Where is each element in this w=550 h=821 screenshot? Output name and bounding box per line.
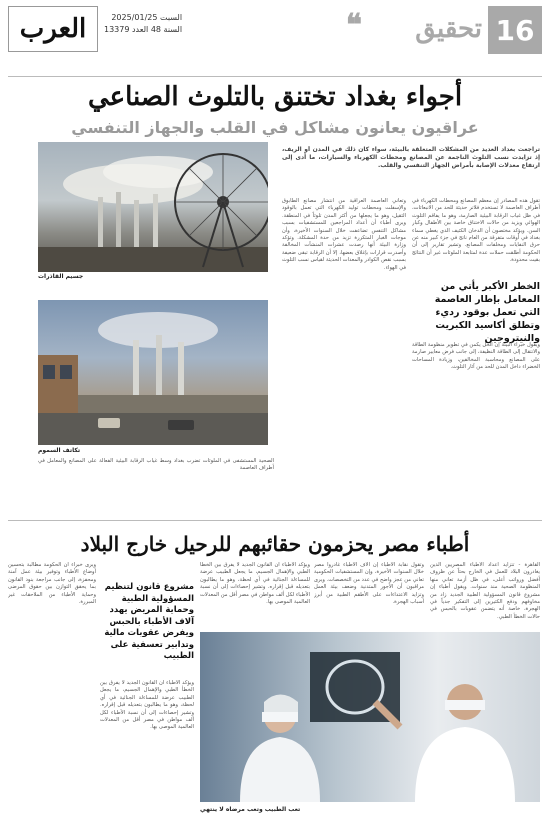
article1-pull-quote: الخطر الأكبر يأتي من المعامل بإطار العاصمة التي تعمل بوقود رديء وتطلق أكاسيد الكبريت والنيتروجين [434, 281, 540, 344]
issue-number: السنة 48 العدد 13379 [104, 25, 183, 34]
street-scene-svg [38, 300, 268, 445]
header-divider [8, 76, 542, 77]
article1-subheadline: عراقيون يعانون مشاكل في القلب والجهاز التنفسي [71, 118, 479, 137]
article1-lead: تراجعت بغداد العديد من المشكلات المتعلقة بالبيئة، سواء كان ذلك في المدن أو الريف، إذ تزايدت نسب التلوث الناجمة عن المصانع ومحطات الكهرباء والسيارات، ما أدى إلى ارتفاع معدلات الإصابة بأمراض الجهاز التنفسي والقلب. [282, 146, 540, 169]
doctors-xray-photo [200, 632, 540, 802]
article2-body-left2: ويرى خبراء أن الحكومة مطالبة بتحسين أوضاع الأطباء وتوفير بيئة عمل آمنة ومحفزة، إلى جانب مراجعة بنود القانون بما يحقق التوازن بين حقوق المرضى وحماية الأطباء من الملاحقات غير المبررة. [8, 562, 96, 606]
article1-headline: أجواء بغداد تختنق بالتلوث الصناعي [87, 82, 463, 112]
newspaper-logo: العرب [8, 6, 98, 52]
factory-scene-svg [38, 142, 268, 272]
article2-pull-quote: مشروع قانون لتنظيم المسؤولية الطبية وحماية المريض يهدد آلاف الأطباء بالحبس ويفرض عقوبات مالية وتدابير تعسفية على الطبيب [104, 582, 194, 661]
article-divider [8, 520, 542, 521]
photo2-caption: تكاتف السموم [38, 447, 81, 454]
doctors-scene-svg [200, 632, 540, 802]
article2-headline: أطباء مصر يحزمون حقائبهم للرحيل خارج البلاد [80, 532, 470, 556]
article1-body-middle: وتعاني العاصمة العراقية من انتشار مصانع الطابوق والإسفلت ومحطات توليد الكهرباء التي تعمل بالوقود الثقيل، وهو ما يجعلها من أكثر المدن تلوثاً في المنطقة. ويرى أطباء أن أعداد المراجعين للمستشفيات بسبب مشاكل التنفس تضاعفت خلال السنوات الأخيرة، وأن موجات الغبار المتكررة تزيد من حدة المشكلة. وتؤكد وزارة البيئة أنها رصدت عشرات المنشآت المخالفة وأصدرت قرارات بإغلاق بعضها، إلا أن الرقابة تبقى ضعيفة بسبب نقص الكوادر والمعدات الحديثة لقياس نسب التلوث في الهواء. [282, 198, 406, 271]
article2-body-left3: ويؤكد الأطباء أن القانون الجديد لا يفرق بين الخطأ الطبي والإهمال الجسيم، ما يجعل الطبيب عرضة للمساءلة الجنائية في أي لحظة، وهو ما يطالبون بتعديله قبل إقراره. وتشير إحصاءات إلى أن نسبة الأطباء لكل ألف مواطن في مصر أقل من المعدلات العالمية الموصى بها. [100, 680, 194, 731]
article2-body-right: القاهرة - تتزايد أعداد الأطباء المصريين الذين يغادرون البلاد للعمل في الخارج بحثاً عن ظروف أفضل ورواتب أعلى، في ظل أزمة تعاني منها المنظومة الصحية منذ سنوات. ويقول أطباء إن مشروع قانون المسؤولية الطبية الجديد زاد من مخاوفهم ودفع الكثيرين إلى التفكير جدياً في الهجرة، خاصة أنه يتضمن عقوبات بالحبس في حالات الخطأ الطبي. [430, 562, 540, 620]
section-title: تحقيق [415, 14, 482, 44]
page-number: 16 [488, 6, 542, 54]
article2-body-left: ويؤكد الأطباء أن القانون الجديد لا يفرق بين الخطأ الطبي والإهمال الجسيم، ما يجعل الطبيب عرضة للمساءلة الجنائية في أي لحظة، وهو ما يطالبون بتعديله قبل إقراره. وتشير إحصاءات إلى أن نسبة الأطباء لكل ألف مواطن في مصر أقل من المعدلات العالمية الموصى بها. [200, 562, 310, 606]
masthead [8, 6, 542, 76]
article1-body-right2: ويقول خبراء البيئة إن الحل يكمن في تطوير منظومة الطاقة والانتقال إلى الطاقة النظيفة، إلى جانب فرض معايير صارمة على المصانع ومحاسبة المخالفين، وزيادة المساحات الخضراء داخل المدن للحد من آثار التلوث. [412, 342, 540, 371]
article2-body-middle: وتقول نقابة الأطباء إن آلاف الأطباء غادروا مصر خلال السنوات الأخيرة، وإن المستشفيات الحكومية تعاني من عجز واضح في عدد من التخصصات. ويرى مراقبون أن الأجور المتدنية وضعف بيئة العمل وتزايد الاعتداءات على الأطقم الطبية من أبرز أسباب الهجرة. [314, 562, 424, 606]
article1-footer-text: الصحية المستشفى في الملوثات تضرب بغداد وسط غياب الرقابة البيئية الفعالة على المصانع والمعامل في أطراف العاصمة [38, 458, 274, 472]
article1-body-right: تقول هذه المصادر إن معظم المصانع ومحطات الكهرباء في أطراف العاصمة لا تستخدم فلاتر حديثة للحد من الانبعاثات، في ظل غياب الرقابة البيئية الصارمة، وهو ما يفاقم التلوث الهوائي ويزيد من حالات الاختناق خاصة بين الأطفال وكبار السن. ويؤكد مختصون أن الدخان الكثيف الذي يغطي سماء بغداد في أوقات متفرقة من العام ناتج في جزء كبير منه عن حرق النفايات ومخلفات المصانع. وتشير تقارير إلى أن الحكومة أطلقت حملات عدة لمتابعة الملوثات غير أن النتائج بقيت محدودة. [412, 198, 540, 264]
factory-smoke-photo [38, 142, 268, 272]
quote-mark-icon: ❝ [345, 8, 362, 43]
photo1-caption: جسيم القاذرات [38, 273, 84, 280]
doctors-photo-caption: تعب الطبيب وتعب مرضاه لا ينتهي [200, 806, 301, 813]
issue-info [104, 12, 182, 36]
power-plant-street-photo [38, 300, 268, 445]
issue-date: السبت 2025/01/25 [111, 13, 183, 22]
